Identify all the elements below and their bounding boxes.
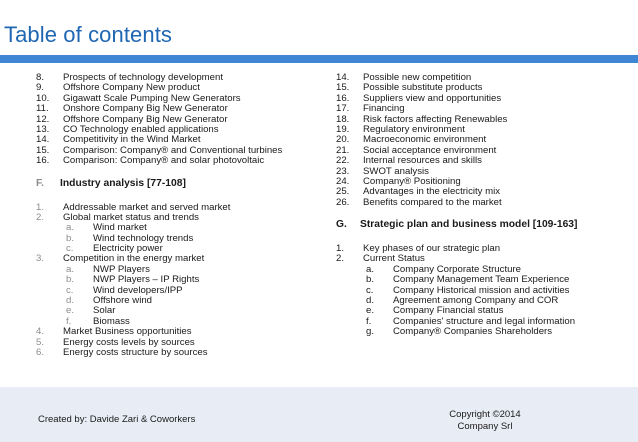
toc-entry-number: a. bbox=[66, 263, 75, 275]
toc-entry-title: Company Historical mission and activities bbox=[393, 284, 570, 296]
toc-entry-title: Social acceptance environment bbox=[363, 144, 497, 156]
toc-entry-title: Risk factors affecting Renewables bbox=[363, 113, 508, 125]
toc-entry-number: 14. bbox=[336, 72, 350, 83]
toc-entry-number: 19. bbox=[336, 123, 350, 135]
toc-entry-number: 9. bbox=[36, 82, 45, 94]
toc-entry-title: Regulatory environment bbox=[363, 123, 465, 135]
title-divider bbox=[0, 55, 638, 63]
toc-entry-title: Offshore Company Big New Generator bbox=[63, 113, 228, 125]
toc-entry-title: Energy costs structure by sources bbox=[63, 346, 208, 358]
toc-entry bbox=[36, 348, 326, 358]
toc-entry-number: 16. bbox=[336, 92, 350, 104]
toc-entry-number: b. bbox=[66, 232, 75, 244]
toc-entry-number: b. bbox=[366, 274, 375, 286]
toc-entry-number: 24. bbox=[336, 175, 350, 187]
toc-entry-number: d. bbox=[366, 295, 375, 307]
section-title: Strategic plan and business model [109-163] bbox=[360, 219, 578, 231]
page-title: Table of contents bbox=[4, 22, 173, 47]
toc-entry-number: a. bbox=[66, 222, 75, 234]
toc-entry-number: f. bbox=[66, 315, 72, 327]
section-heading bbox=[336, 220, 636, 232]
toc-entry bbox=[36, 254, 326, 264]
toc-entry-title: Offshore wind bbox=[93, 295, 153, 307]
toc-subentry bbox=[36, 296, 326, 306]
toc-entry-number: 1. bbox=[36, 201, 45, 213]
toc-subentry bbox=[36, 234, 326, 244]
toc-entry-title: Comparison: Company® and solar photovoltaic bbox=[63, 155, 265, 167]
toc-entry-title: Offshore Company New product bbox=[63, 82, 200, 94]
toc-entry-number: g. bbox=[366, 326, 375, 338]
toc-entry-number: 16. bbox=[36, 155, 50, 167]
toc-entry-number: 20. bbox=[336, 134, 350, 146]
section-letter: G. bbox=[336, 219, 347, 231]
toc-entry-title: Financing bbox=[363, 103, 405, 115]
toc-entry-title: Global market status and trends bbox=[63, 211, 199, 223]
toc-column-left bbox=[36, 73, 326, 358]
toc-entry-title: Addressable market and served market bbox=[63, 201, 231, 213]
toc-entry-title: Solar bbox=[93, 305, 116, 317]
toc-subentry bbox=[36, 286, 326, 296]
footer-credits: Created by: Davide Zari & Coworkers bbox=[38, 414, 196, 425]
toc-entry-title: Competition in the energy market bbox=[63, 253, 205, 265]
toc-entry-number: e. bbox=[66, 305, 75, 317]
toc-entry-number: 10. bbox=[36, 92, 50, 104]
toc-entry-number: 15. bbox=[36, 144, 50, 156]
toc-entry-title: Electricity power bbox=[93, 243, 163, 255]
toc-entry-title: NWP Players bbox=[93, 263, 150, 275]
toc-entry-title: Wind technology trends bbox=[93, 232, 194, 244]
toc-column-right bbox=[336, 73, 636, 338]
toc-entry-title: Company® Positioning bbox=[363, 175, 461, 187]
toc-entry-number: 26. bbox=[336, 196, 350, 208]
toc-entry-number: 17. bbox=[336, 103, 350, 115]
toc-entry-number: 11. bbox=[36, 103, 49, 115]
toc-entry-title: Internal resources and skills bbox=[363, 155, 482, 167]
toc-entry-title: Possible substitute products bbox=[363, 82, 483, 94]
toc-entry-title: Prospects of technology development bbox=[63, 72, 223, 83]
toc-entry-title: Key phases of our strategic plan bbox=[363, 243, 501, 255]
toc-entry-title: CO Technology enabled applications bbox=[63, 123, 219, 135]
section-title: Industry analysis [77-108] bbox=[60, 177, 186, 189]
toc-entry-title: Wind market bbox=[93, 222, 147, 234]
toc-entry-title: Market Business opportunities bbox=[63, 326, 192, 338]
toc-entry-title: Biomass bbox=[93, 315, 130, 327]
toc-entry-number: 12. bbox=[36, 113, 50, 125]
toc-entry-title: Energy costs levels by sources bbox=[63, 336, 195, 348]
toc-entry-number: c. bbox=[66, 243, 74, 255]
toc-subentry bbox=[336, 327, 636, 337]
section-letter: F. bbox=[36, 177, 45, 189]
toc-entry-title: Benefits compared to the market bbox=[363, 196, 502, 208]
toc-entry-title: Company Corporate Structure bbox=[393, 263, 521, 275]
toc-entry-title: NWP Players – IP Rights bbox=[93, 274, 200, 286]
toc-entry-number: 2. bbox=[336, 253, 345, 265]
toc-entry-title: Company Management Team Experience bbox=[393, 274, 570, 286]
footer-copyright bbox=[420, 409, 550, 433]
toc-entry-title: Company Financial status bbox=[393, 305, 504, 317]
toc-entry-title: Agreement among Company and COR bbox=[393, 295, 559, 307]
toc-entry-title: Current Status bbox=[363, 253, 425, 265]
toc-entry-number: 13. bbox=[36, 123, 50, 135]
toc-entry-title: Competitivity in the Wind Market bbox=[63, 134, 201, 146]
toc-entry-number: 8. bbox=[36, 72, 45, 83]
toc-entry-number: c. bbox=[66, 284, 74, 296]
toc-entry-number: b. bbox=[66, 274, 75, 286]
toc-subentry bbox=[36, 306, 326, 316]
toc-entry-title: Advantages in the electricity mix bbox=[363, 186, 501, 198]
toc-entry-number: 22. bbox=[336, 155, 350, 167]
toc-entry-number: f. bbox=[366, 315, 372, 327]
toc-entry-number: 21. bbox=[336, 144, 350, 156]
toc-entry-number: 25. bbox=[336, 186, 350, 198]
copyright-line: Copyright ©2014 bbox=[449, 409, 521, 420]
toc-entry-number: 5. bbox=[36, 336, 45, 348]
toc-entry-number: 1. bbox=[336, 243, 345, 255]
toc-entry bbox=[36, 213, 326, 223]
toc-entry-number: 15. bbox=[336, 82, 350, 94]
toc-entry-title: Macroeconomic environment bbox=[363, 134, 487, 146]
toc-entry-number: 23. bbox=[336, 165, 350, 177]
toc-entry-title: Suppliers view and opportunities bbox=[363, 92, 502, 104]
toc-entry-title: SWOT analysis bbox=[363, 165, 429, 177]
toc-entry-number: c. bbox=[366, 284, 374, 296]
toc-entry-number: a. bbox=[366, 263, 375, 275]
toc-entry-number: 2. bbox=[36, 211, 45, 223]
toc-entry-number: e. bbox=[366, 305, 375, 317]
toc-entry-title: Companies' structure and legal information bbox=[393, 315, 576, 327]
toc-entry-number: 4. bbox=[36, 326, 45, 338]
toc-entry-number: 14. bbox=[36, 134, 50, 146]
toc-entry-title: Comparison: Company® and Conventional turbines bbox=[63, 144, 283, 156]
section-heading bbox=[36, 179, 326, 191]
toc-entry-number: d. bbox=[66, 295, 75, 307]
toc-entry-number: 6. bbox=[36, 346, 45, 358]
company-name: Company Srl bbox=[457, 421, 513, 432]
toc-entry-title: Company® Companies Shareholders bbox=[393, 326, 553, 338]
toc-entry-title: Possible new competition bbox=[363, 72, 472, 83]
toc-entry bbox=[336, 198, 636, 208]
toc-entry-number: 3. bbox=[36, 253, 45, 265]
toc-entry bbox=[36, 156, 326, 166]
toc-entry-title: Wind developers/IPP bbox=[93, 284, 183, 296]
toc-entry-title: Gigawatt Scale Pumping New Generators bbox=[63, 92, 241, 104]
toc-entry-title: Onshore Company Big New Generator bbox=[63, 103, 228, 115]
toc-entry-number: 18. bbox=[336, 113, 350, 125]
